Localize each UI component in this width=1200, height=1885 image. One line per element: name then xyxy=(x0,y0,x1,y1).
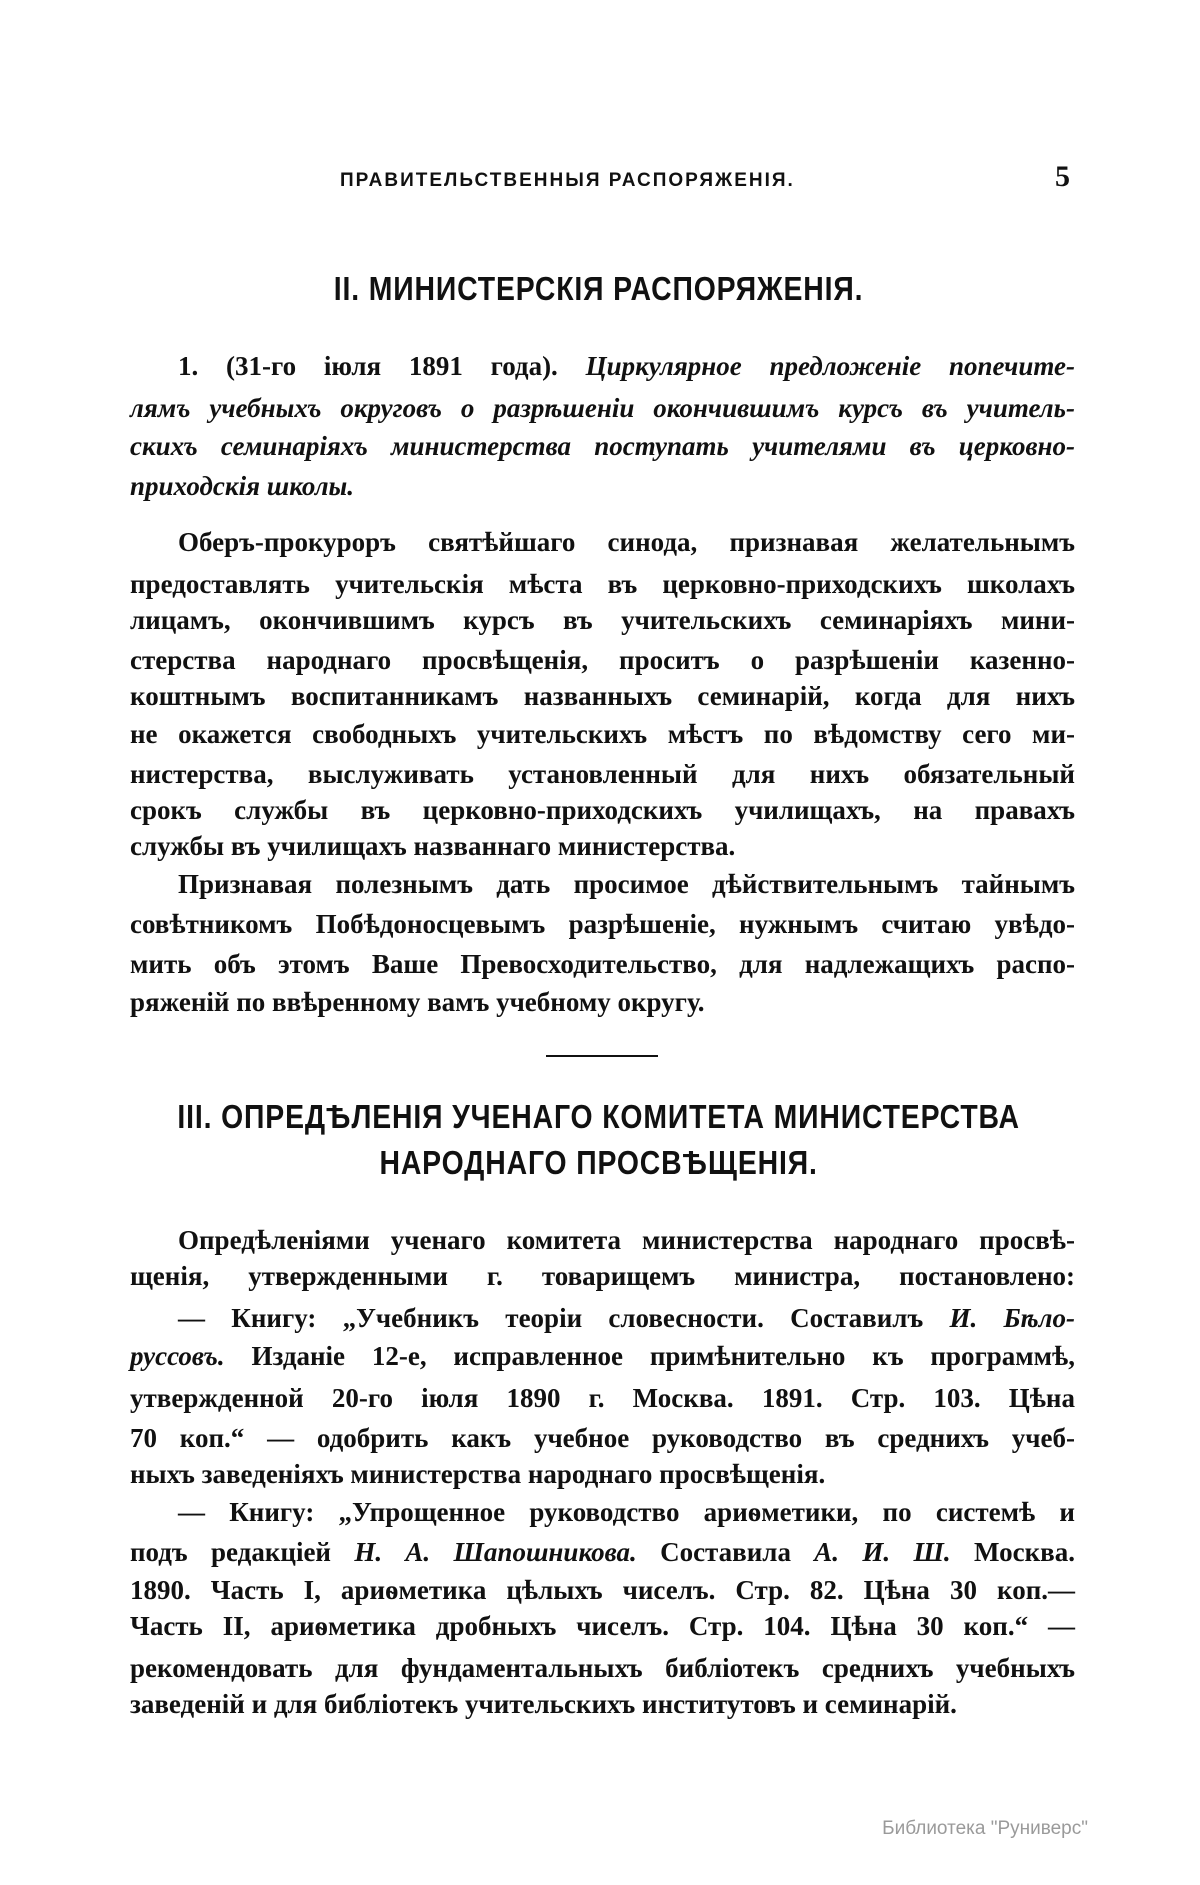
text-line xyxy=(130,1421,1075,1455)
text-line xyxy=(130,829,1075,863)
library-watermark: Библиотека "Руниверс" xyxy=(882,1818,1088,1839)
text-line xyxy=(130,1381,1075,1415)
text: коштнымъ воспитанникамъ названныхъ семинарій, когда для нихъ xyxy=(130,681,1075,711)
text: предоставлять учительскія мѣста въ церковно-приходскихъ школахъ xyxy=(130,569,1075,599)
italic-text: приходскія школы. xyxy=(130,471,355,501)
text: щенія, утвержденными г. товарищемъ министра, постановлено: xyxy=(130,1261,1075,1291)
text-line xyxy=(130,391,1075,425)
section-2-title: II. МИНИСТЕРСКІЯ РАСПОРЯЖЕНІЯ. xyxy=(333,270,864,307)
text: — Книгу: „Упрощенное руководство ариѳметики, по системѣ и xyxy=(178,1497,1075,1527)
text-line xyxy=(178,349,1075,383)
text-line xyxy=(130,1609,1075,1643)
text-line xyxy=(130,985,1075,1019)
text-line xyxy=(178,1301,1075,1335)
italic-text: Н. А. Шапошникова. xyxy=(354,1537,637,1567)
text: мить объ этомъ Ваше Превосходительство, для надлежащихъ распо- xyxy=(130,949,1075,979)
text-line xyxy=(130,1651,1075,1685)
text-line xyxy=(130,757,1075,791)
section-3-title-line-2: НАРОДНАГО ПРОСВѢЩЕНІЯ. xyxy=(379,1144,818,1181)
text: подъ редакціей xyxy=(130,1537,355,1567)
text-line xyxy=(130,1339,1075,1373)
text: ряженій по ввѣренному вамъ учебному округу. xyxy=(130,987,705,1017)
text: заведеній и для библіотекъ учительскихъ институтовъ и семинарій. xyxy=(130,1689,957,1719)
italic-text: Циркулярное предложеніе попечите- xyxy=(585,351,1075,381)
text-line xyxy=(178,525,1075,559)
text-line xyxy=(130,429,1075,463)
text: 1890. Часть I, ариѳметика цѣлыхъ чиселъ. Стр. 82. Цѣна 30 коп.— xyxy=(130,1575,1075,1605)
text: нистерства, выслуживать установленный для нихъ обязательный xyxy=(130,759,1075,789)
text-line xyxy=(178,1223,1075,1257)
text-line xyxy=(130,603,1075,637)
text: лицамъ, окончившимъ курсъ въ учительскихъ семинаріяхъ мини- xyxy=(130,605,1075,635)
text: не окажется свободныхъ учительскихъ мѣстъ по вѣдомству сего ми- xyxy=(130,719,1075,749)
text-line xyxy=(130,947,1075,981)
text: Составила xyxy=(636,1537,815,1567)
text-line xyxy=(130,1259,1075,1293)
text-line xyxy=(130,469,1075,503)
text-line xyxy=(130,1687,1075,1721)
text: рекомендовать для фундаментальныхъ библіотекъ среднихъ учебныхъ xyxy=(130,1653,1075,1683)
text: Изданіе 12-е, исправленное примѣнительно къ программѣ, xyxy=(224,1341,1075,1371)
text-line xyxy=(178,1495,1075,1529)
text-line xyxy=(130,567,1075,601)
text: срокъ службы въ церковно-приходскихъ училищахъ, на правахъ xyxy=(130,795,1075,825)
text: Опредѣленіями ученаго комитета министерства народнаго просвѣ- xyxy=(178,1225,1075,1255)
page-number: 5 xyxy=(1055,160,1070,193)
running-header: ПРАВИТЕЛЬСТВЕННЫЯ РАСПОРЯЖЕНІЯ. xyxy=(340,170,795,191)
text-line xyxy=(130,1573,1075,1607)
italic-text: А. И. Ш. xyxy=(814,1537,951,1567)
text-line xyxy=(130,717,1075,751)
text: 1. (31-го іюля 1891 года). xyxy=(178,351,586,381)
italic-text: лямъ учебныхъ округовъ о разрѣшеніи окончившимъ курсъ въ учитель- xyxy=(130,393,1075,423)
text-line xyxy=(130,643,1075,677)
text: Признавая полезнымъ дать просимое дѣйствительнымъ тайнымъ xyxy=(178,869,1075,899)
text-line xyxy=(130,1457,1075,1491)
text: совѣтникомъ Побѣдоносцевымъ разрѣшеніе, нужнымъ считаю увѣдо- xyxy=(130,909,1075,939)
text: стерства народнаго просвѣщенія, проситъ о разрѣшеніи казенно- xyxy=(130,645,1075,675)
section-divider xyxy=(546,1055,658,1057)
italic-text: руссовъ. xyxy=(130,1341,225,1371)
text: 70 коп.“ — одобрить какъ учебное руководство въ среднихъ учеб- xyxy=(130,1423,1075,1453)
text: ныхъ заведеніяхъ министерства народнаго просвѣщенія. xyxy=(130,1459,826,1489)
text: службы въ училищахъ названнаго министерства. xyxy=(130,831,736,861)
text-line xyxy=(130,679,1075,713)
italic-text: И. Бѣло- xyxy=(949,1303,1075,1333)
section-3-title-line-1: III. ОПРЕДѢЛЕНІЯ УЧЕНАГО КОМИТЕТА МИНИСТЕРСТВА xyxy=(177,1098,1020,1135)
italic-text: скихъ семинаріяхъ министерства поступать учителями въ церковно- xyxy=(130,431,1075,461)
text: Оберъ-прокуроръ святѣйшаго синода, признавая желательнымъ xyxy=(178,527,1075,557)
text-line xyxy=(130,907,1075,941)
text: Москва. xyxy=(950,1537,1075,1567)
text-line xyxy=(130,793,1075,827)
text: утвержденной 20-го іюля 1890 г. Москва. 1891. Стр. 103. Цѣна xyxy=(130,1383,1075,1413)
text-line xyxy=(178,867,1075,901)
text-line xyxy=(130,1535,1075,1569)
text: Часть II, ариѳметика дробныхъ чиселъ. Стр. 104. Цѣна 30 коп.“ — xyxy=(130,1611,1075,1641)
text: — Книгу: „Учебникъ теоріи словесности. Составилъ xyxy=(178,1303,950,1333)
